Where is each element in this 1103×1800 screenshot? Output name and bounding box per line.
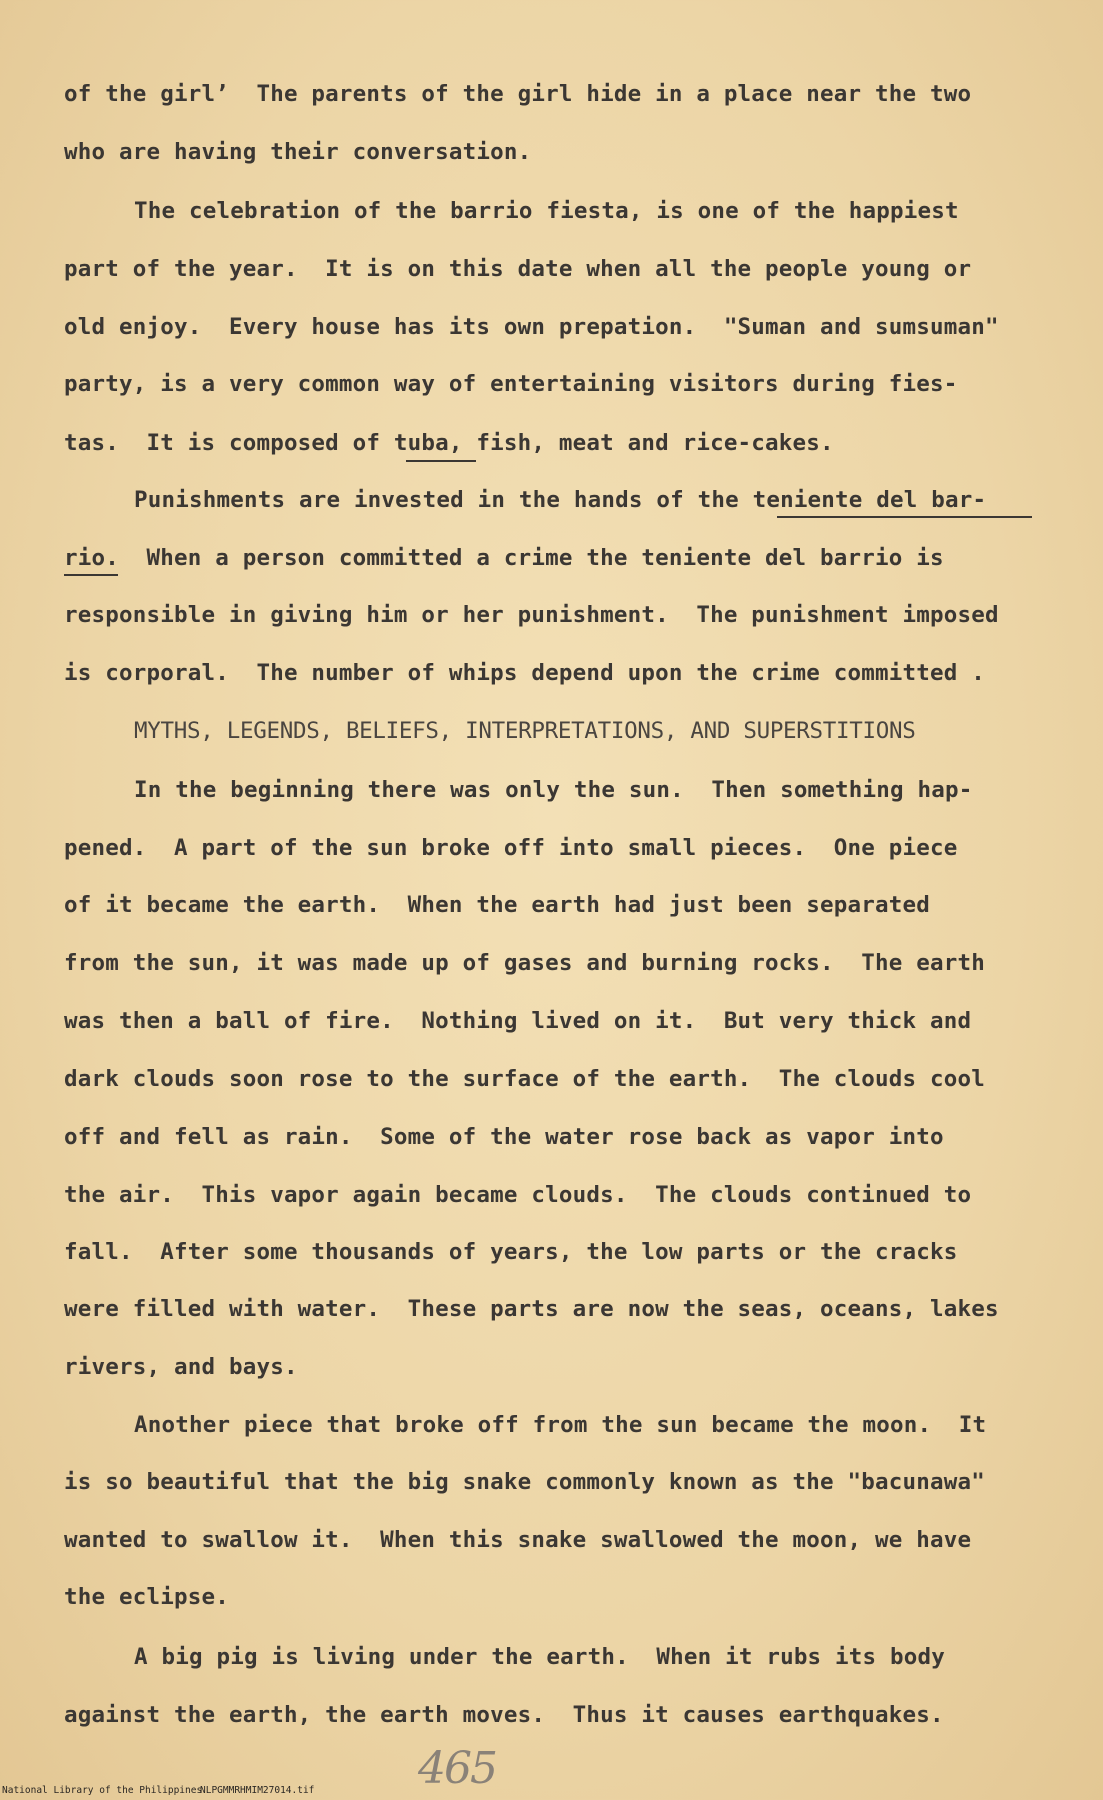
text-line: the eclipse. bbox=[64, 1584, 229, 1610]
paragraph-start: In the beginning there was only the sun. Then something hap- bbox=[134, 777, 973, 803]
footer-filename: NLPGMMRHMIM27014.tif bbox=[200, 1785, 315, 1796]
paragraph-start: The celebration of the barrio fiesta, is one of the happiest bbox=[134, 198, 959, 224]
text-line: is so beautiful that the big snake commonly known as the "bacunawa" bbox=[64, 1469, 985, 1495]
text-line: pened. A part of the sun broke off into small pieces. One piece bbox=[64, 835, 958, 861]
paragraph-start: Punishments are invested in the hands of the teniente del bar- bbox=[134, 487, 987, 513]
text-line: was then a ball of fire. Nothing lived on it. But very thick and bbox=[64, 1008, 972, 1034]
text-line: tas. It is composed of tuba, fish, meat and rice-cakes. bbox=[64, 430, 834, 456]
text-line: off and fell as rain. Some of the water rose back as vapor into bbox=[64, 1124, 944, 1150]
text-line: from the sun, it was made up of gases and burning rocks. The earth bbox=[64, 950, 985, 976]
text-line: dark clouds soon rose to the surface of the earth. The clouds cool bbox=[64, 1066, 985, 1092]
footer-credit: National Library of the Philippines bbox=[2, 1785, 203, 1796]
text-line: fall. After some thousands of years, the low parts or the cracks bbox=[64, 1239, 958, 1265]
text-line: rivers, and bays. bbox=[64, 1354, 298, 1380]
scan-footer bbox=[0, 1780, 1103, 1796]
text-line: the air. This vapor again became clouds. The clouds continued to bbox=[64, 1182, 972, 1208]
page-number: 465 bbox=[418, 1743, 496, 1794]
paragraph-start: Another piece that broke off from the sun became the moon. It bbox=[134, 1412, 987, 1438]
text-line: wanted to swallow it. When this snake swallowed the moon, we have bbox=[64, 1527, 972, 1553]
underline-rio bbox=[64, 574, 118, 576]
text-line: rio. When a person committed a crime the teniente del barrio is bbox=[64, 545, 944, 571]
text-line: part of the year. It is on this date when all the people young or bbox=[64, 256, 972, 282]
section-heading: MYTHS, LEGENDS, BELIEFS, INTERPRETATIONS, AND SUPERSTITIONS bbox=[134, 718, 916, 744]
text-line: responsible in giving him or her punishment. The punishment imposed bbox=[64, 602, 999, 628]
text-line: old enjoy. Every house has its own prepation. "Suman and sumsuman" bbox=[64, 314, 999, 340]
paragraph-start: A big pig is living under the earth. When it rubs its body bbox=[134, 1644, 946, 1670]
text-line: of the girl’ The parents of the girl hide in a place near the two bbox=[64, 81, 972, 107]
text-line: party, is a very common way of entertaining visitors during fies- bbox=[64, 371, 958, 397]
text-line: is corporal. The number of whips depend upon the crime committed . bbox=[64, 660, 985, 686]
text-line: against the earth, the earth moves. Thus it causes earthquakes. bbox=[64, 1702, 944, 1728]
underline-teniente-del-barrio bbox=[777, 516, 1032, 518]
text-line: who are having their conversation. bbox=[64, 139, 532, 165]
text-line: were filled with water. These parts are now the seas, oceans, lakes bbox=[64, 1296, 999, 1322]
underline-tuba bbox=[406, 460, 476, 462]
text-line: of it became the earth. When the earth had just been separated bbox=[64, 892, 931, 918]
